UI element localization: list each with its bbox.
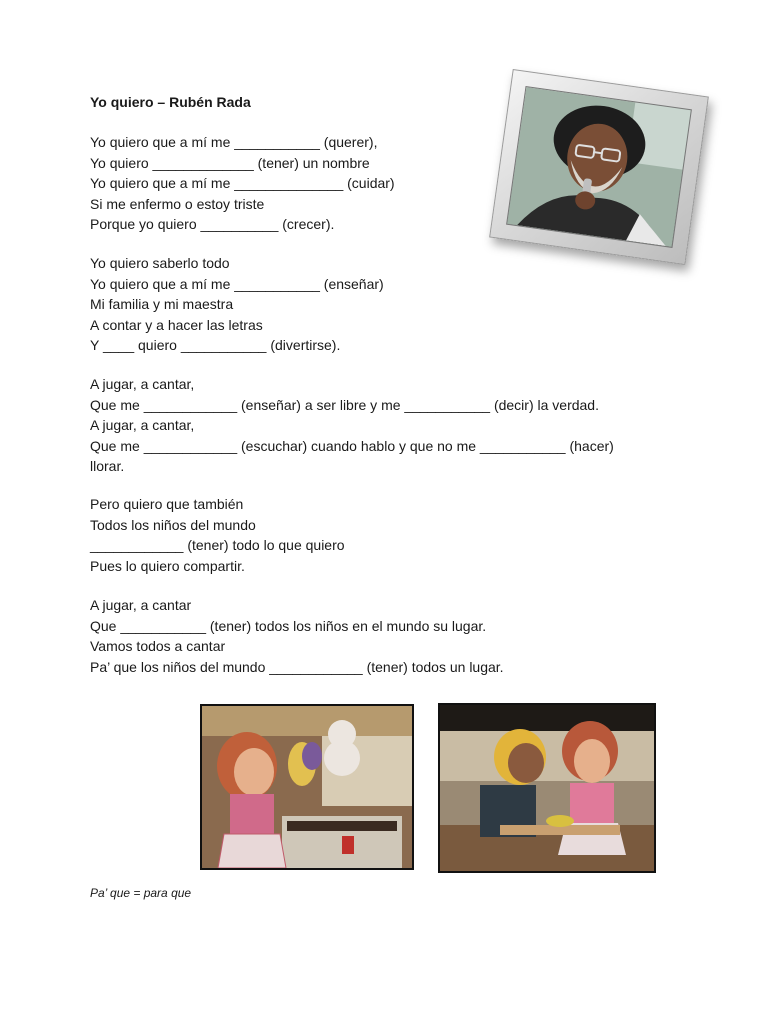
lyric-line: Yo quiero que a mí me ______________ (cuidar) bbox=[90, 175, 395, 191]
lyric-line: Y ____ quiero ___________ (divertirse). bbox=[90, 337, 341, 353]
lyric-line: Que me ____________ (escuchar) cuando hablo y que no me ___________ (hacer) bbox=[90, 437, 614, 454]
lyric-line: Yo quiero que a mí me ___________ (querer), bbox=[90, 134, 378, 150]
lyric-line: Vamos todos a cantar bbox=[90, 638, 226, 654]
lyric-line: Pa’ que los niños del mundo ____________ (tener) todos un lugar. bbox=[90, 658, 504, 675]
lyric-line: Yo quiero que a mí me ___________ (enseñar) bbox=[90, 275, 384, 292]
lyric-line: A jugar, a cantar, bbox=[90, 417, 195, 433]
stanza-5 bbox=[90, 595, 690, 677]
stanza-3 bbox=[90, 374, 690, 477]
stanza-2 bbox=[90, 253, 690, 356]
puppet-photo-1 bbox=[200, 704, 414, 870]
lyric-line: A jugar, a cantar bbox=[90, 597, 192, 613]
singer-portrait-image bbox=[506, 86, 692, 248]
lyric-line: Yo quiero _____________ (tener) un nombre bbox=[90, 154, 370, 171]
lyric-line: Porque yo quiero __________ (crecer). bbox=[90, 216, 335, 232]
puppet-scene-1-illustration bbox=[202, 706, 412, 868]
lyric-line: A contar y a hacer las letras bbox=[90, 316, 263, 333]
lyric-line: Yo quiero saberlo todo bbox=[90, 255, 230, 271]
lyric-line: ____________ (tener) todo lo que quiero bbox=[90, 537, 345, 553]
lyric-line: Que me ____________ (enseñar) a ser libre y me ___________ (decir) la verdad. bbox=[90, 396, 599, 413]
lyric-line: llorar. bbox=[90, 458, 125, 474]
footnote: Pa’ que = para que bbox=[90, 886, 192, 900]
portrait-illustration bbox=[507, 87, 691, 247]
lyric-line: Mi familia y mi maestra bbox=[90, 296, 234, 312]
lyric-line: Si me enfermo o estoy triste bbox=[90, 195, 265, 212]
stanza-4 bbox=[90, 494, 690, 576]
portrait-frame bbox=[489, 69, 709, 265]
lyric-line: Pues lo quiero compartir. bbox=[90, 557, 245, 574]
puppet-scene-2-illustration bbox=[440, 705, 654, 871]
lyric-line: A jugar, a cantar, bbox=[90, 376, 195, 392]
song-title: Yo quiero – Rubén Rada bbox=[90, 94, 251, 110]
puppet-photo-2 bbox=[438, 703, 656, 873]
lyric-line: Pero quiero que también bbox=[90, 496, 244, 512]
lyric-line: Que ___________ (tener) todos los niños en el mundo su lugar. bbox=[90, 617, 487, 634]
lyric-line: Todos los niños del mundo bbox=[90, 516, 256, 533]
